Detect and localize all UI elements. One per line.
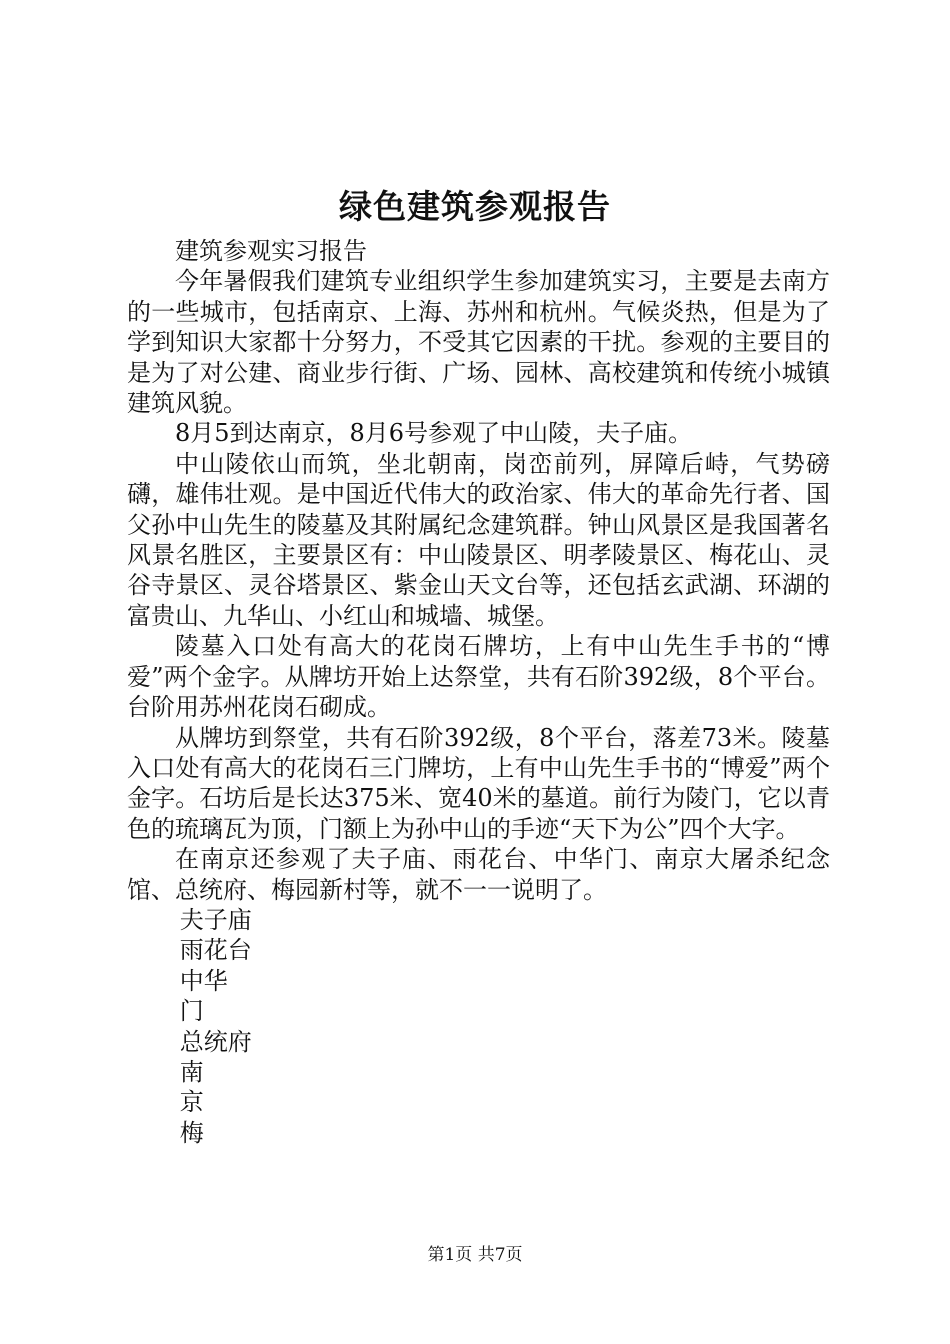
- list-line: 梅: [179, 1118, 204, 1147]
- paragraph-intro: 今年暑假我们建筑专业组织学生参加建筑实习，主要是去南方的一些城市，包括南京、上海、苏州和杭州。气候炎热，但是为了学到知识大家都十分努力，不受其它因素的干扰。参观的主要目的是为了对公建、商业步行街、广场、园林、高校建筑和传统小城镇建筑风貌。: [127, 267, 830, 418]
- document-body: [127, 236, 830, 1148]
- paragraph-zhongshan-mausoleum: 中山陵依山而筑，坐北朝南，岗峦前列，屏障后峙，气势磅礴，雄伟壮观。是中国近代伟大的政治家、伟大的革命先行者、国父孙中山先生的陵墓及其附属纪念建筑群。钟山风景区是我国著名风景名胜区，主要景区有：中山陵景区、明孝陵景区、梅花山、灵谷寺景区、灵谷塔景区、紫金山天文台等，还包括玄武湖、环湖的富贵山、九华山、小红山和城墙、城堡。: [127, 449, 830, 630]
- paragraph-archway: 陵墓入口处有高大的花岗石牌坊，上有中山先生手书的“博爱”两个金字。从牌坊开始上达祭堂，共有石阶392级，8个平台。台阶用苏州花岗石砌成。: [127, 632, 830, 722]
- list-line: 中华: [179, 966, 228, 995]
- paragraph-steps: 从牌坊到祭堂，共有石阶392级，8个平台，落差73米。陵墓入口处有高大的花岗石三门牌坊，上有中山先生手书的“博爱”两个金字。石坊后是长达375米、宽40米的墓道。前行为陵门，它以青色的琉璃瓦为顶，门额上为孙中山的手迹“天下为公”四个大字。: [127, 723, 830, 843]
- list-line: 门: [179, 997, 204, 1026]
- paragraph-subtitle: 建筑参观实习报告: [175, 237, 367, 265]
- paragraph-itinerary: 8月5到达南京，8月6号参观了中山陵，夫子庙。: [175, 419, 693, 448]
- paragraph-other-sites: 在南京还参观了夫子庙、雨花台、中华门、南京大屠杀纪念馆、总统府、梅园新村等，就不一一说明了。: [127, 845, 830, 904]
- document-title: 绿色建筑参观报告: [339, 187, 611, 226]
- list-line: 总统府: [179, 1027, 252, 1056]
- list-line: 京: [179, 1088, 204, 1117]
- page-footer: 第1页 共7页: [427, 1245, 523, 1265]
- list-line: 夫子庙: [179, 905, 252, 934]
- list-line: 南: [179, 1057, 204, 1086]
- list-line: 雨花台: [179, 936, 252, 965]
